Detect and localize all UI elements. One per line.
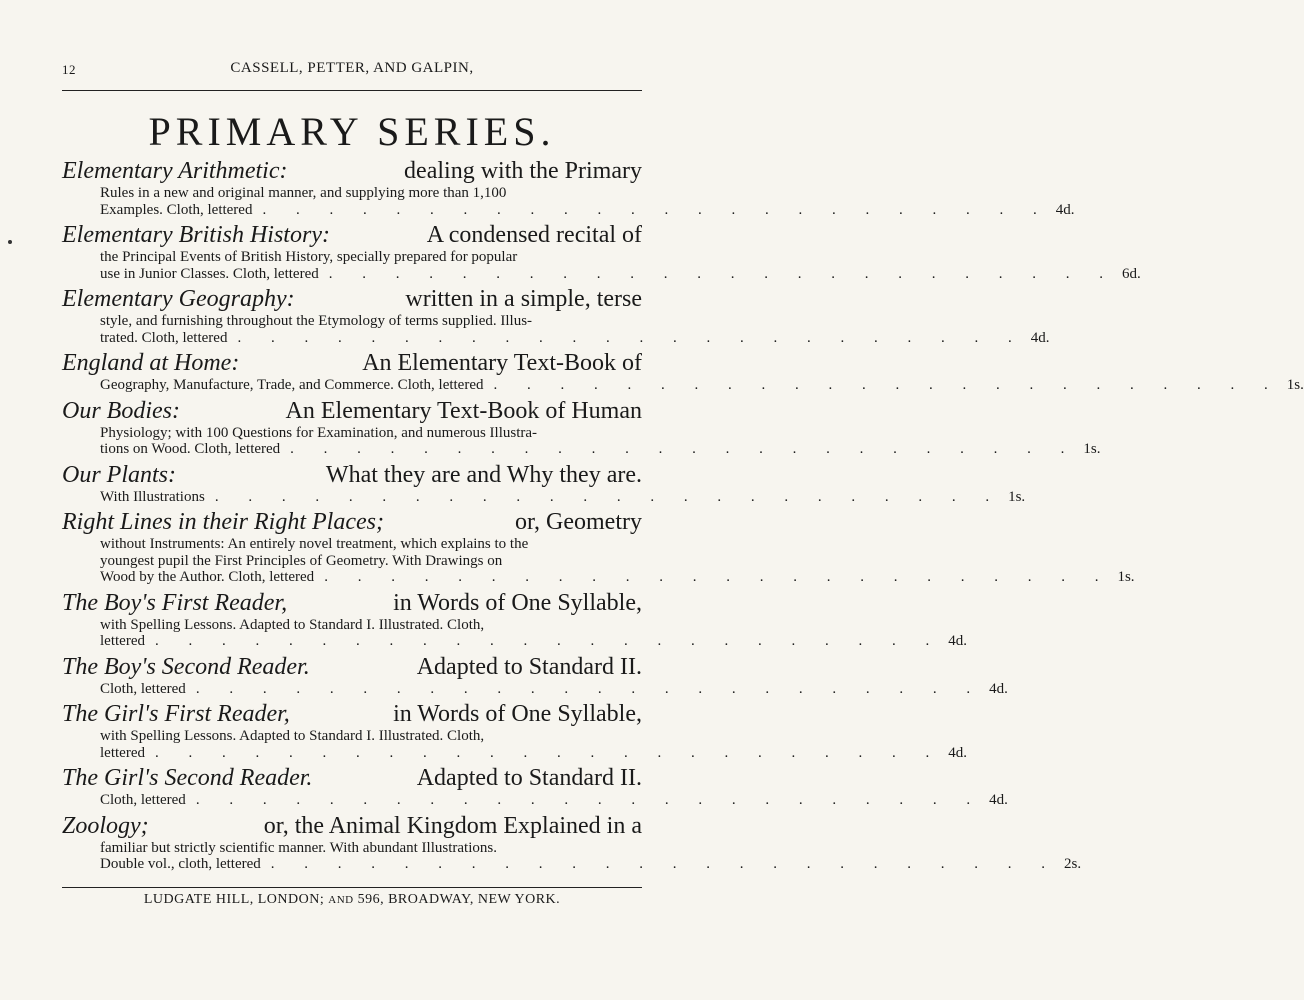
entry-heading <box>62 508 642 536</box>
book-entry <box>62 508 1135 586</box>
book-entry <box>62 812 1082 873</box>
entry-title: Our Plants: <box>62 461 176 488</box>
entries-list <box>62 157 1304 876</box>
dot-leader: . . . . . . . . . . . . . . . . . . . . . . . . <box>324 569 1112 585</box>
stray-ink-mark <box>8 240 12 244</box>
entry-price-line <box>62 329 1050 347</box>
entry-description-line: with Spelling Lessons. Adapted to Standard I. Illustrated. Cloth, <box>100 616 485 633</box>
entry-description-line: Physiology; with 100 Questions for Examination, and numerous Illustra- <box>100 424 538 441</box>
series-title: PRIMARY SERIES. <box>148 109 556 154</box>
entry-price-line <box>62 265 1141 283</box>
entry-binding: Geography, Manufacture, Trade, and Commerce. Cloth, lettered <box>100 377 484 393</box>
entry-price-line <box>62 441 1101 458</box>
entry-subtitle: What they are and Why they are. <box>325 461 642 488</box>
entry-price: 4d. <box>989 792 1008 808</box>
entry-price: 6d. <box>1121 265 1141 282</box>
book-entry <box>62 589 967 650</box>
footer <box>62 892 642 908</box>
entry-price-line <box>62 792 1008 809</box>
dot-leader: . . . . . . . . . . . . . . . . . . . . . . . . <box>214 488 1003 505</box>
entry-heading <box>62 700 642 728</box>
dot-leader: . . . . . . . . . . . . . . . . . . . . . . . . <box>290 441 1078 457</box>
entry-description-line: Rules in a new and original manner, and supplying more than 1,100 <box>100 185 507 201</box>
entry-price: 1s. <box>1117 569 1135 585</box>
entry-price: 4d. <box>948 744 967 761</box>
entry-heading <box>62 461 642 489</box>
entry-price-line <box>62 201 1075 219</box>
dot-leader: . . . . . . . . . . . . . . . . . . . . . . . . <box>328 265 1116 282</box>
running-title: CASSELL, PETTER, AND GALPIN, <box>230 60 474 76</box>
entry-description-line: the Principal Events of British History, specially prepared for popular <box>100 249 518 265</box>
entry-title: Elementary Geography: <box>62 286 295 312</box>
entry-heading <box>62 653 642 681</box>
entry-price-line <box>62 569 1135 586</box>
entry-binding: With Illustrations <box>100 488 205 505</box>
entry-title: The Girl's First Reader, <box>62 701 290 727</box>
entry-title: Our Bodies: <box>62 397 180 424</box>
entry-subtitle: in Words of One Syllable, <box>393 701 642 727</box>
entry-subtitle: in Words of One Syllable, <box>393 589 642 616</box>
entry-price: 1s. <box>1286 377 1304 393</box>
entry-subtitle: written in a simple, terse <box>405 286 642 312</box>
dot-leader: . . . . . . . . . . . . . . . . . . . . . . . . <box>262 201 1050 218</box>
entry-heading <box>62 764 642 792</box>
entry-price: 2s. <box>1064 856 1082 872</box>
entry-description-line: style, and furnishing throughout the Etymology of terms supplied. Illus- <box>100 313 533 329</box>
entry-title: England at Home: <box>62 350 240 376</box>
book-entry <box>62 700 967 761</box>
dot-leader: . . . . . . . . . . . . . . . . . . . . . . . . <box>195 680 984 697</box>
entry-price-line <box>62 377 1304 394</box>
book-entry <box>62 397 1101 458</box>
entry-description-line: with Spelling Lessons. Adapted to Standard I. Illustrated. Cloth, <box>100 728 485 744</box>
entry-heading <box>62 812 642 840</box>
book-entry <box>62 157 1075 218</box>
dot-leader: . . . . . . . . . . . . . . . . . . . . . . . . <box>195 792 984 808</box>
dot-leader: . . . . . . . . . . . . . . . . . . . . . . . . <box>154 633 943 649</box>
footer-london: LUDGATE HILL, LONDON; <box>143 892 325 907</box>
entry-price-line <box>62 633 967 650</box>
entry-price-line <box>62 680 1008 698</box>
entry-subtitle: or, Geometry <box>515 509 642 535</box>
entry-binding: lettered <box>100 744 145 761</box>
entry-subtitle: Adapted to Standard II. <box>416 765 642 791</box>
entry-price-line <box>62 856 1082 873</box>
entry-price: 4d. <box>1030 329 1050 346</box>
entry-subtitle: An Elementary Text-Book of Human <box>285 397 642 424</box>
entry-subtitle: An Elementary Text-Book of <box>362 350 642 376</box>
entry-title: The Boy's Second Reader. <box>62 653 310 680</box>
book-entry <box>62 349 1304 394</box>
entry-heading <box>62 589 642 617</box>
entry-price: 1s. <box>1083 441 1101 457</box>
entry-heading <box>62 349 642 377</box>
entry-heading <box>62 397 642 425</box>
entry-subtitle: Adapted to Standard II. <box>416 653 642 680</box>
entry-binding: tions on Wood. Cloth, lettered <box>100 441 281 457</box>
page-number: 12 <box>62 62 76 77</box>
book-entry <box>62 653 1008 698</box>
entry-binding: Double vol., cloth, lettered <box>100 856 261 872</box>
entry-binding: Cloth, lettered <box>100 680 186 697</box>
entry-binding: Cloth, lettered <box>100 792 186 808</box>
entry-binding: lettered <box>100 633 145 649</box>
entry-description-line: without Instruments: An entirely novel treatment, which explains to the <box>100 536 529 552</box>
entry-title: Right Lines in their Right Places; <box>62 509 384 535</box>
book-entry <box>62 461 1026 506</box>
entry-heading <box>62 221 642 249</box>
entry-title: Elementary British History: <box>62 222 330 248</box>
entry-subtitle: dealing with the Primary <box>404 158 642 184</box>
dot-leader: . . . . . . . . . . . . . . . . . . . . . . . . <box>154 744 943 761</box>
footer-rule <box>62 887 642 888</box>
entry-binding: trated. Cloth, lettered <box>100 329 228 346</box>
header-rule <box>62 90 642 91</box>
entry-price: 4d. <box>948 633 967 649</box>
entry-binding: use in Junior Classes. Cloth, lettered <box>100 265 319 282</box>
entry-title: The Girl's Second Reader. <box>62 765 313 791</box>
entry-binding: Wood by the Author. Cloth, lettered <box>100 569 315 585</box>
running-head <box>62 60 642 82</box>
footer-and: AND <box>328 894 354 906</box>
book-entry <box>62 764 1008 809</box>
dot-leader: . . . . . . . . . . . . . . . . . . . . . . . . <box>493 377 1281 393</box>
entry-description-line: youngest pupil the First Principles of Geometry. With Drawings on <box>100 552 503 569</box>
entry-description-line: familiar but strictly scientific manner. With abundant Illustrations. <box>100 839 497 856</box>
entry-price: 4d. <box>1055 201 1075 218</box>
book-entry <box>62 221 1141 282</box>
entry-heading <box>62 157 642 185</box>
entry-heading <box>62 285 642 313</box>
dot-leader: . . . . . . . . . . . . . . . . . . . . . . . . <box>237 329 1025 346</box>
entry-subtitle: or, the Animal Kingdom Explained in a <box>263 812 642 839</box>
entry-price-line <box>62 744 967 762</box>
dot-leader: . . . . . . . . . . . . . . . . . . . . . . . . <box>270 856 1059 872</box>
entry-subtitle: A condensed recital of <box>426 222 642 248</box>
footer-new-york: 596, BROADWAY, NEW YORK. <box>357 892 561 907</box>
entry-price: 4d. <box>989 680 1008 697</box>
entry-price: 1s. <box>1008 488 1026 505</box>
entry-binding: Examples. Cloth, lettered <box>100 201 253 218</box>
book-entry <box>62 285 1050 346</box>
entry-title: Zoology; <box>62 812 149 839</box>
entry-title: Elementary Arithmetic: <box>62 158 288 184</box>
entry-price-line <box>62 488 1026 506</box>
entry-title: The Boy's First Reader, <box>62 589 288 616</box>
